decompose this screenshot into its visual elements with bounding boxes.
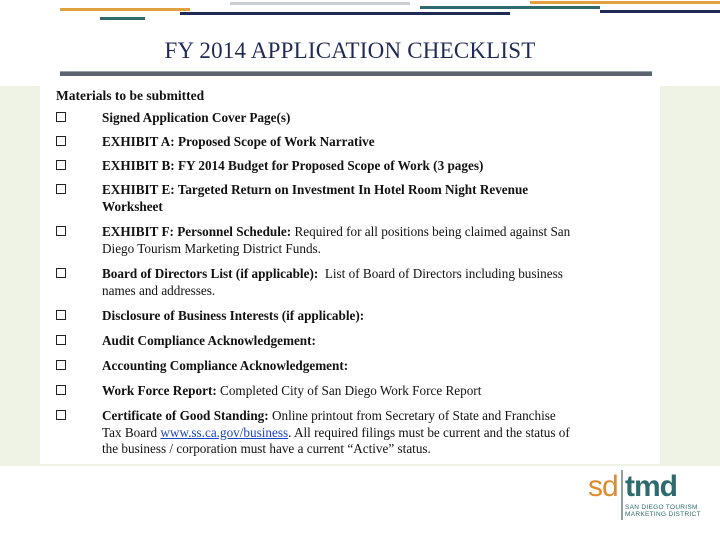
sos-website-link[interactable]: www.ss.ca.gov/business — [160, 424, 289, 440]
sdtmd-logo — [588, 468, 701, 526]
item-label: Audit Compliance Acknowledgement: — [102, 333, 316, 348]
item-label: EXHIBIT E: Targeted Return on Investment In Hotel Room Night Revenue — [102, 182, 529, 197]
item-label: Certificate of Good Standing: — [102, 408, 269, 423]
page-title: FY 2014 APPLICATION CHECKLIST — [164, 38, 536, 63]
item-label: EXHIBIT B: FY 2014 Budget for Proposed Scope of Work (3 pages) — [102, 158, 484, 173]
item-description: Required for all positions being claimed against San — [291, 224, 571, 239]
item-description: Online printout from Secretary of State and Franchise — [268, 408, 556, 423]
item-label: EXHIBIT F: Personnel Schedule: — [102, 224, 292, 239]
materials-heading: Materials to be submitted — [56, 88, 205, 103]
checkbox-icon[interactable] — [56, 310, 66, 320]
item-description-continued: . All required filings must be current and the status of — [288, 424, 570, 440]
item-label: Disclosure of Business Interests (if applicable): — [102, 308, 365, 323]
checkbox-icon[interactable] — [56, 360, 66, 370]
item-label: EXHIBIT A: Proposed Scope of Work Narrative — [102, 134, 375, 149]
logo-subtitle-line1: SAN DIEGO TOURISM — [625, 504, 698, 511]
item-label: Work Force Report: — [102, 383, 217, 398]
item-description-continued: Diego Tourism Marketing District Funds. — [102, 240, 321, 256]
item-description: Completed City of San Diego Work Force Report — [216, 383, 482, 398]
checkbox-icon[interactable] — [56, 335, 66, 345]
item-description-continued: Tax Board — [102, 424, 161, 440]
top-decoration-bars — [0, 0, 720, 24]
checkbox-icon[interactable] — [56, 385, 66, 395]
logo-subtitle-line2: MARKETING DISTRICT — [625, 511, 701, 518]
checkbox-icon[interactable] — [56, 268, 66, 278]
item-label: Signed Application Cover Page(s) — [102, 110, 291, 125]
item-description-continued: names and addresses. — [102, 282, 216, 298]
logo-sd-text: sd — [588, 470, 618, 503]
checkbox-icon[interactable] — [56, 112, 66, 122]
logo-tmd-text: tmd — [625, 470, 677, 503]
item-description-continued: the business / corporation must have a current “Active” status. — [102, 441, 431, 456]
item-label: Accounting Compliance Acknowledgement: — [102, 358, 349, 373]
checkbox-icon[interactable] — [56, 226, 66, 236]
logo-divider — [621, 470, 623, 520]
checklist-document — [40, 82, 660, 464]
item-description: List of Board of Directors including business — [318, 266, 563, 281]
item-label-continued: Worksheet — [102, 198, 163, 214]
item-label: Board of Directors List (if applicable): — [102, 266, 319, 281]
checkbox-icon[interactable] — [56, 136, 66, 146]
checkbox-icon[interactable] — [56, 160, 66, 170]
checkbox-icon[interactable] — [56, 184, 66, 194]
checkbox-icon[interactable] — [56, 410, 66, 420]
logo-subtitle — [625, 504, 705, 518]
title-underline — [60, 71, 652, 76]
